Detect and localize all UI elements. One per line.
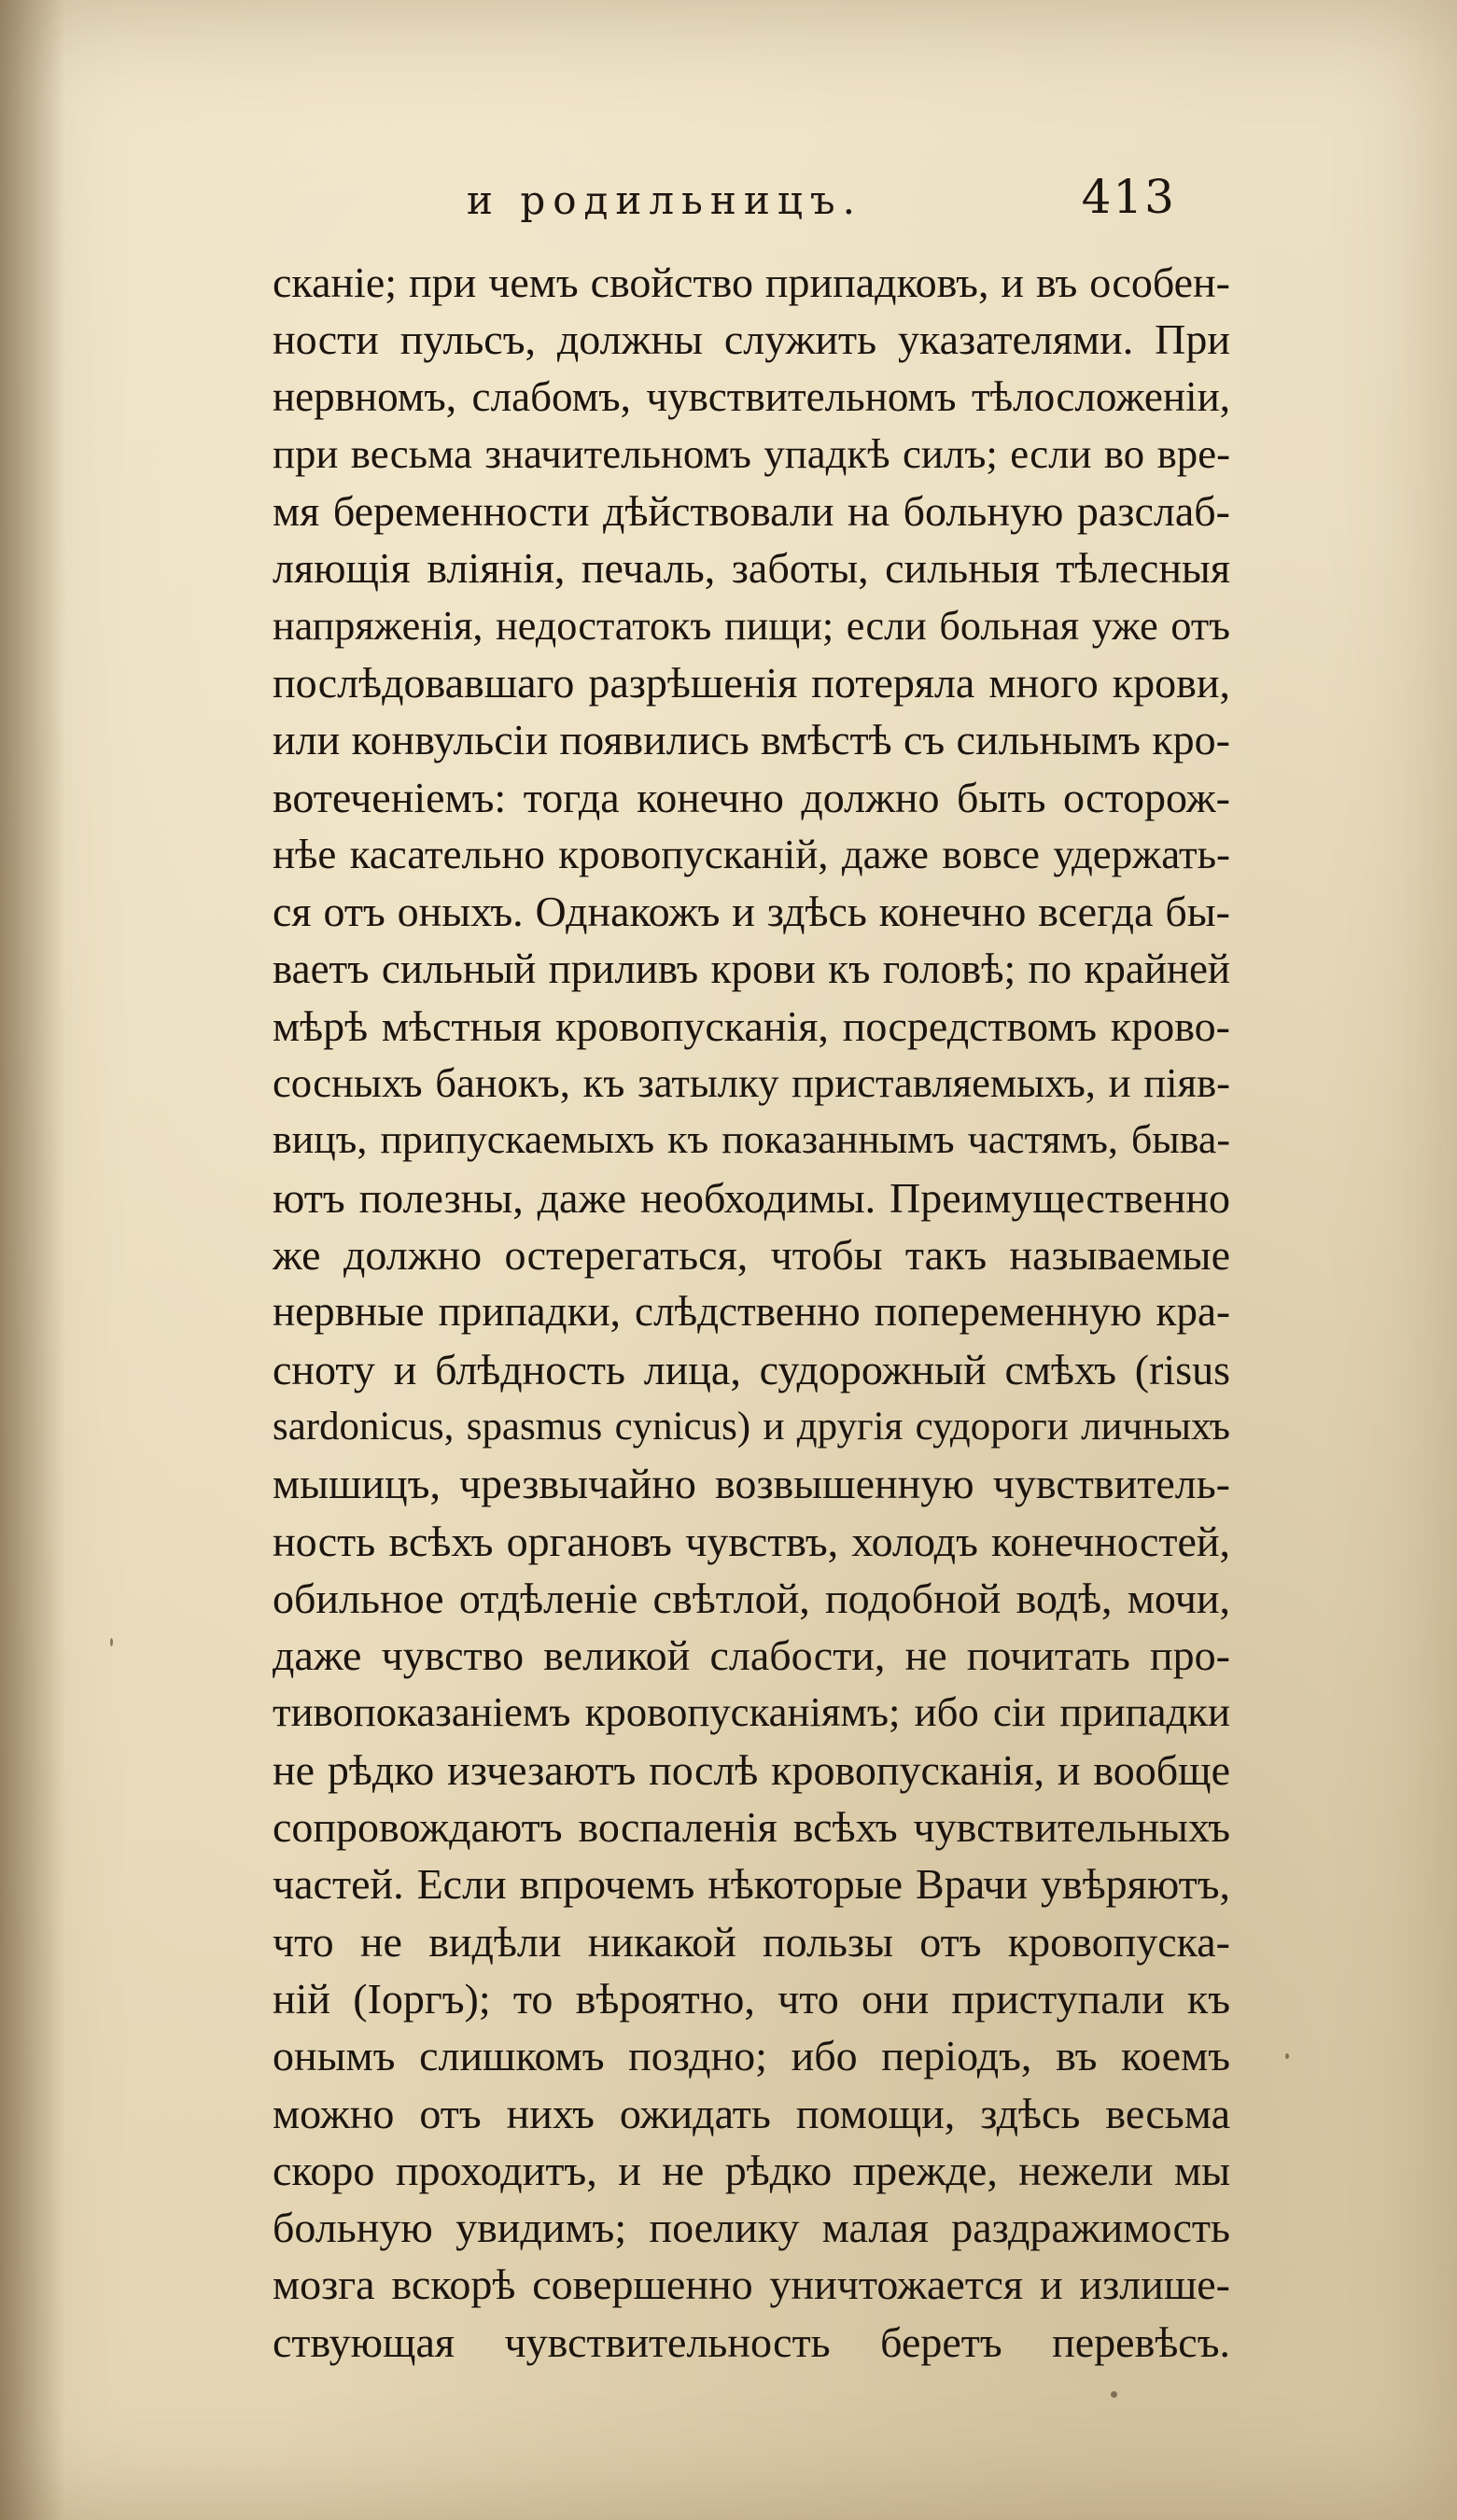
text-line: мозга вскорѣ совершенно уничтожается и излише-	[273, 2261, 1230, 2309]
text-line: можно отъ нихъ ожидать помощи, здѣсь весьма	[273, 2089, 1230, 2137]
text-line: нервные припадки, слѣдственно попеременную кра-	[273, 1288, 1230, 1336]
text-line: скоро проходитъ, и не рѣдко прежде, нежели мы	[273, 2146, 1230, 2194]
text-line: мя беременности дѣйствовали на больную разслаб-	[273, 487, 1230, 536]
text-line: даже чувство великой слабости, не почитать про-	[273, 1631, 1230, 1680]
text-line: тивопоказаніемъ кровопусканіямъ; ибо сіи припадки	[273, 1688, 1230, 1736]
body-text	[273, 254, 1230, 2371]
text-line: ваетъ сильный приливъ крови къ головѣ; по крайней	[273, 945, 1230, 992]
binding-shadow	[0, 0, 65, 2520]
text-line: нѣе касательно кровопусканій, даже вовсе удержать-	[273, 830, 1230, 877]
text-line: мѣрѣ мѣстныя кровопусканія, посредствомъ крово-	[273, 1001, 1230, 1050]
text-line: вотеченіемъ: тогда конечно должно быть осторож-	[273, 773, 1230, 821]
text-line: послѣдовавшаго разрѣшенія потеряла много крови,	[273, 659, 1230, 707]
running-title: и родильницъ.	[467, 177, 862, 223]
text-line: сноту и блѣдность лица, судорожный смѣхъ (risus	[273, 1345, 1230, 1393]
text-line: ютъ полезны, даже необходимы. Преимущественно	[273, 1173, 1230, 1222]
text-line: ній (Іоргъ); то вѣроятно, что они приступали къ	[273, 1974, 1230, 2023]
text-line: частей. Если впрочемъ нѣкоторые Врачи увѣряютъ,	[273, 1860, 1230, 1909]
text-line: сопровождаютъ воспаленія всѣхъ чувствительныхъ	[273, 1803, 1230, 1852]
text-line: сканіе; при чемъ свойство припадковъ, и въ особен-	[273, 259, 1230, 306]
text-line: же должно остерегаться, чтобы такъ называемые	[273, 1231, 1230, 1280]
text-line: ствующая чувствительность беретъ перевѣсъ.	[273, 2317, 1230, 2366]
ink-speck	[110, 1638, 113, 1646]
text-line: не рѣдко изчезаютъ послѣ кровопусканія, и вообще	[273, 1745, 1230, 1794]
page-number: 413	[1081, 170, 1176, 224]
text-line: вицъ, припускаемыхъ къ показаннымъ частямъ, быва-	[273, 1117, 1230, 1163]
text-line: sardonicus, spasmus cynicus) и другія судороги личныхъ	[273, 1404, 1230, 1449]
running-head	[280, 170, 1176, 243]
text-line: онымъ слишкомъ поздно; ибо періодъ, въ коемъ	[273, 2032, 1230, 2080]
text-line: ляющія вліянія, печаль, заботы, сильныя тѣлесныя	[273, 544, 1230, 593]
text-line: ся отъ оныхъ. Однакожъ и здѣсь конечно всегда бы-	[273, 888, 1230, 936]
ink-speck	[1111, 2391, 1117, 2398]
ink-speck	[1285, 2053, 1289, 2059]
text-line: или конвульсіи появились вмѣстѣ съ сильнымъ кро-	[273, 716, 1230, 764]
text-line: обильное отдѣленіе свѣтлой, подобной водѣ, мочи,	[273, 1574, 1230, 1622]
text-line: ность всѣхъ органовъ чувствъ, холодъ конечностей,	[273, 1517, 1230, 1565]
text-line: нервномъ, слабомъ, чувствительномъ тѣлосложеніи,	[273, 372, 1230, 420]
text-line: мышицъ, чрезвычайно возвышенную чувствитель-	[273, 1460, 1230, 1508]
text-line: сосныхъ банокъ, къ затылку приставляемыхъ, и піяв-	[273, 1059, 1230, 1107]
text-line: что не видѣли никакой пользы отъ кровопуска-	[273, 1917, 1230, 1966]
text-line: напряженія, недостатокъ пищи; если больная уже отъ	[273, 602, 1230, 649]
text-line: ности пульсъ, должны служить указателями. При	[273, 315, 1230, 364]
text-line: больную увидимъ; поелику малая раздражимость	[273, 2204, 1230, 2252]
text-line: при весьма значительномъ упадкѣ силъ; если во вре-	[273, 429, 1230, 477]
